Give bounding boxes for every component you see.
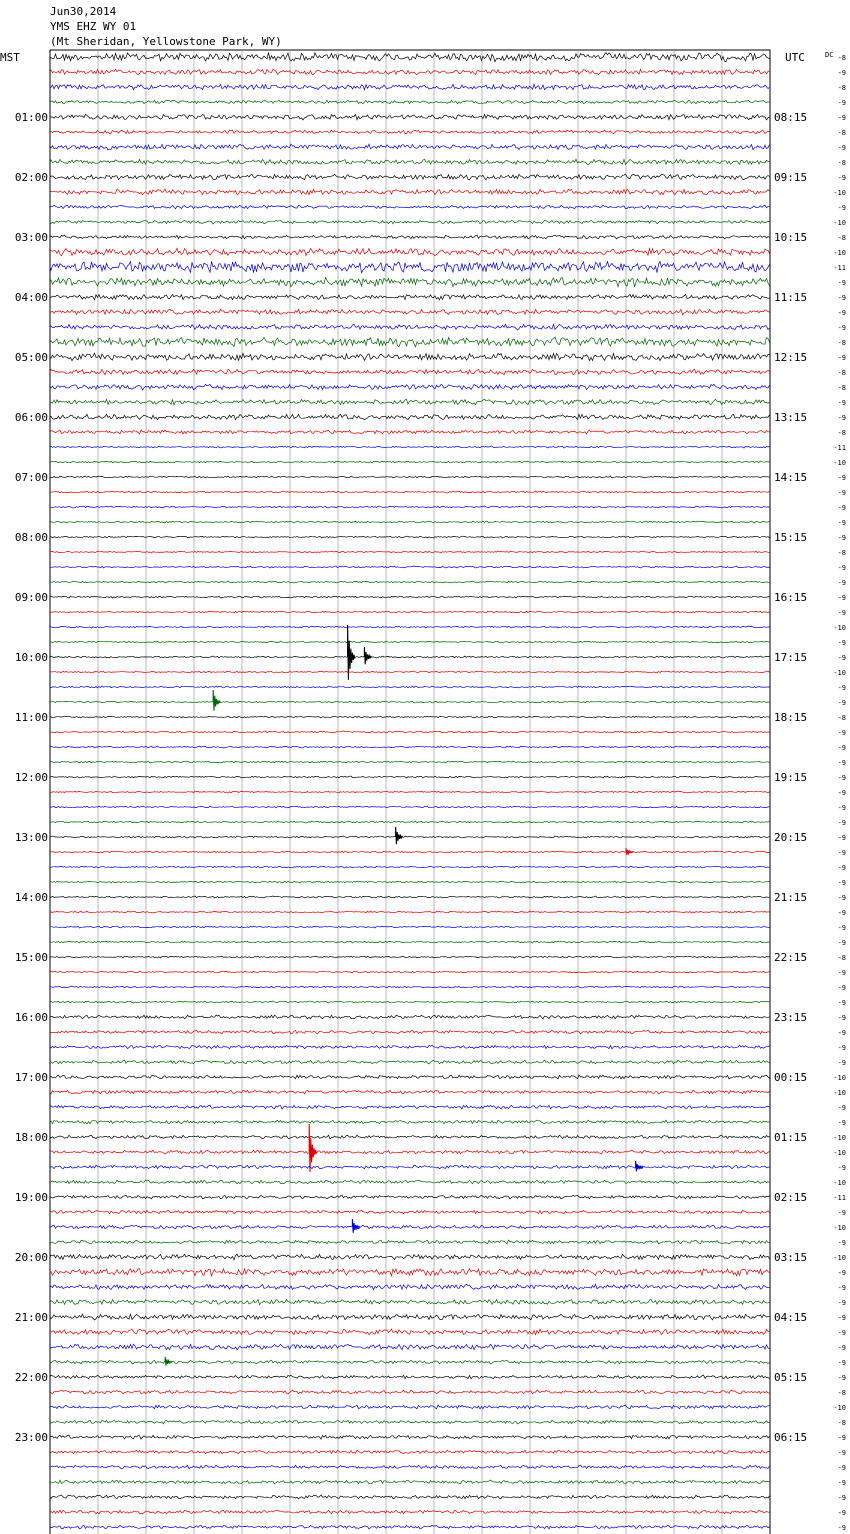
seismic-trace bbox=[50, 1450, 770, 1454]
seismic-event bbox=[636, 1161, 643, 1171]
dc-offset-label: -10 bbox=[833, 1254, 846, 1262]
dc-offset-label: -9 bbox=[837, 504, 846, 512]
plot-date: Jun30,2014 bbox=[50, 5, 117, 18]
dc-offset-label: -11 bbox=[833, 444, 846, 452]
seismic-trace bbox=[50, 461, 770, 463]
dc-offset-label: -9 bbox=[837, 849, 846, 857]
dc-offset-label: -8 bbox=[837, 429, 846, 437]
seismic-event bbox=[364, 647, 371, 664]
dc-column-label: DC bbox=[825, 51, 834, 59]
seismic-trace bbox=[50, 1525, 770, 1529]
seismic-trace bbox=[50, 1120, 770, 1124]
dc-offset-label: -9 bbox=[837, 1464, 846, 1472]
dc-offset-label: -9 bbox=[837, 1449, 846, 1457]
dc-offset-label: -8 bbox=[837, 339, 846, 347]
dc-offset-label: -9 bbox=[837, 144, 846, 152]
seismic-trace bbox=[50, 1299, 770, 1304]
seismic-trace bbox=[50, 671, 770, 673]
dc-offset-label: -10 bbox=[833, 219, 846, 227]
dc-offset-label: -8 bbox=[837, 54, 846, 62]
seismic-trace bbox=[50, 414, 770, 420]
mst-hour-label: 14:00 bbox=[14, 891, 48, 904]
utc-hour-label: 04:15 bbox=[774, 1311, 808, 1324]
seismic-event bbox=[352, 1219, 359, 1233]
utc-hour-label: 02:15 bbox=[774, 1191, 808, 1204]
seismic-trace bbox=[50, 1465, 770, 1469]
mst-hour-label: 20:00 bbox=[14, 1251, 48, 1264]
mst-hour-label: 07:00 bbox=[14, 471, 48, 484]
seismic-trace bbox=[50, 881, 770, 883]
dc-offset-label: -9 bbox=[837, 969, 846, 977]
seismic-trace bbox=[50, 656, 770, 658]
seismic-trace bbox=[50, 836, 770, 838]
seismic-trace bbox=[50, 1405, 770, 1409]
seismic-trace bbox=[50, 521, 770, 523]
seismic-trace bbox=[50, 1390, 770, 1394]
seismic-trace bbox=[50, 189, 770, 195]
mst-hour-label: 10:00 bbox=[14, 651, 48, 664]
seismic-trace bbox=[50, 776, 770, 778]
seismic-trace bbox=[50, 791, 770, 793]
seismic-trace bbox=[50, 1495, 770, 1499]
mst-hour-label: 16:00 bbox=[14, 1011, 48, 1024]
seismic-trace bbox=[50, 641, 770, 643]
dc-offset-label: -9 bbox=[837, 1014, 846, 1022]
utc-hour-label: 09:15 bbox=[774, 171, 808, 184]
dc-offset-label: -9 bbox=[837, 909, 846, 917]
seismic-trace bbox=[50, 144, 770, 150]
utc-hour-label: 21:15 bbox=[774, 891, 808, 904]
dc-offset-label: -9 bbox=[837, 699, 846, 707]
seismic-trace bbox=[50, 1375, 770, 1379]
mst-hour-label: 08:00 bbox=[14, 531, 48, 544]
dc-offset-label: -9 bbox=[837, 1104, 846, 1112]
seismic-trace bbox=[50, 130, 770, 134]
dc-offset-label: -9 bbox=[837, 1359, 846, 1367]
dc-offset-label: -9 bbox=[837, 474, 846, 482]
dc-offset-label: -11 bbox=[833, 1194, 846, 1202]
mst-hour-label: 22:00 bbox=[14, 1371, 48, 1384]
dc-offset-label: -9 bbox=[837, 414, 846, 422]
seismic-trace bbox=[50, 53, 770, 62]
seismic-trace bbox=[50, 821, 770, 823]
seismic-trace bbox=[50, 851, 770, 853]
dc-offset-label: -9 bbox=[837, 114, 846, 122]
seismic-trace bbox=[50, 1314, 770, 1320]
dc-offset-label: -9 bbox=[837, 609, 846, 617]
dc-offset-label: -10 bbox=[833, 189, 846, 197]
seismic-trace bbox=[50, 1165, 770, 1169]
utc-hour-label: 15:15 bbox=[774, 531, 808, 544]
seismic-trace bbox=[50, 1195, 770, 1199]
seismic-trace bbox=[50, 1284, 770, 1290]
seismic-trace bbox=[50, 235, 770, 239]
dc-offset-label: -9 bbox=[837, 744, 846, 752]
seismic-event bbox=[165, 1357, 172, 1366]
dc-offset-label: -9 bbox=[837, 879, 846, 887]
utc-hour-label: 12:15 bbox=[774, 351, 808, 364]
seismic-trace bbox=[50, 1210, 770, 1214]
seismic-trace bbox=[50, 278, 770, 287]
dc-offset-label: -9 bbox=[837, 654, 846, 662]
dc-offset-label: -9 bbox=[837, 939, 846, 947]
utc-hour-label: 23:15 bbox=[774, 1011, 808, 1024]
seismic-trace bbox=[50, 1269, 770, 1276]
seismic-trace bbox=[50, 866, 770, 868]
seismic-trace bbox=[50, 220, 770, 224]
seismic-event bbox=[309, 1124, 316, 1172]
seismic-event bbox=[213, 690, 220, 711]
dc-offset-label: -9 bbox=[837, 579, 846, 587]
seismic-trace bbox=[50, 1254, 770, 1260]
dc-offset-label: -9 bbox=[837, 399, 846, 407]
dc-offset-label: -9 bbox=[837, 354, 846, 362]
dc-offset-label: -10 bbox=[833, 1134, 846, 1142]
dc-offset-label: -8 bbox=[837, 129, 846, 137]
seismic-trace bbox=[50, 911, 770, 913]
dc-offset-label: -8 bbox=[837, 1389, 846, 1397]
seismic-trace bbox=[50, 926, 770, 928]
seismic-trace bbox=[50, 159, 770, 165]
seismic-trace bbox=[50, 1480, 770, 1484]
seismic-trace bbox=[50, 384, 770, 390]
mst-hour-label: 12:00 bbox=[14, 771, 48, 784]
dc-offset-label: -9 bbox=[837, 1524, 846, 1532]
seismic-trace bbox=[50, 716, 770, 718]
mst-hour-label: 06:00 bbox=[14, 411, 48, 424]
dc-offset-label: -9 bbox=[837, 1119, 846, 1127]
utc-hour-label: 14:15 bbox=[774, 471, 808, 484]
dc-offset-label: -9 bbox=[837, 69, 846, 77]
seismic-trace bbox=[50, 1105, 770, 1109]
seismic-trace bbox=[50, 746, 770, 748]
mst-hour-label: 09:00 bbox=[14, 591, 48, 604]
mst-hour-label: 21:00 bbox=[14, 1311, 48, 1324]
dc-offset-label: -8 bbox=[837, 234, 846, 242]
utc-hour-label: 08:15 bbox=[774, 111, 808, 124]
mst-hour-label: 19:00 bbox=[14, 1191, 48, 1204]
seismic-trace bbox=[50, 596, 770, 598]
dc-offset-label: -9 bbox=[837, 1374, 846, 1382]
dc-offset-label: -9 bbox=[837, 639, 846, 647]
dc-offset-label: -9 bbox=[837, 1164, 846, 1172]
seismic-trace bbox=[50, 731, 770, 733]
utc-hour-label: 22:15 bbox=[774, 951, 808, 964]
dc-offset-label: -9 bbox=[837, 1239, 846, 1247]
dc-offset-label: -10 bbox=[833, 459, 846, 467]
seismic-trace bbox=[50, 1225, 770, 1229]
dc-offset-label: -9 bbox=[837, 1284, 846, 1292]
dc-offset-label: -9 bbox=[837, 564, 846, 572]
dc-offset-label: -8 bbox=[837, 714, 846, 722]
seismic-trace bbox=[50, 1135, 770, 1139]
seismic-trace bbox=[50, 1344, 770, 1350]
seismic-trace bbox=[50, 581, 770, 583]
dc-offset-label: -9 bbox=[837, 864, 846, 872]
dc-offset-label: -10 bbox=[833, 1179, 846, 1187]
mst-hour-label: 11:00 bbox=[14, 711, 48, 724]
seismic-trace bbox=[50, 1180, 770, 1184]
dc-offset-label: -9 bbox=[837, 894, 846, 902]
dc-offset-label: -9 bbox=[837, 1344, 846, 1352]
seismic-trace bbox=[50, 324, 770, 330]
mst-hour-label: 02:00 bbox=[14, 171, 48, 184]
seismic-trace bbox=[50, 114, 770, 120]
seismic-event bbox=[396, 827, 403, 844]
mst-hour-label: 18:00 bbox=[14, 1131, 48, 1144]
dc-offset-label: -9 bbox=[837, 834, 846, 842]
utc-hour-label: 13:15 bbox=[774, 411, 808, 424]
seismic-trace bbox=[50, 941, 770, 943]
dc-offset-label: -10 bbox=[833, 249, 846, 257]
mst-hour-label: 15:00 bbox=[14, 951, 48, 964]
seismic-trace bbox=[50, 100, 770, 104]
utc-axis-label: UTC bbox=[785, 51, 805, 64]
dc-offset-label: -9 bbox=[837, 1509, 846, 1517]
dc-offset-label: -9 bbox=[837, 924, 846, 932]
dc-offset-label: -8 bbox=[837, 384, 846, 392]
seismic-trace bbox=[50, 1015, 770, 1019]
dc-offset-label: -9 bbox=[837, 294, 846, 302]
seismic-trace bbox=[50, 701, 770, 703]
utc-hour-label: 11:15 bbox=[774, 291, 808, 304]
seismic-trace bbox=[50, 491, 770, 493]
station-code: YMS EHZ WY 01 bbox=[50, 20, 137, 33]
utc-hour-label: 01:15 bbox=[774, 1131, 808, 1144]
dc-offset-label: -9 bbox=[837, 1269, 846, 1277]
mst-hour-label: 03:00 bbox=[14, 231, 48, 244]
dc-offset-label: -10 bbox=[833, 1074, 846, 1082]
utc-hour-label: 05:15 bbox=[774, 1371, 808, 1384]
seismic-trace bbox=[50, 261, 770, 272]
dc-offset-label: -10 bbox=[833, 1089, 846, 1097]
dc-offset-label: -9 bbox=[837, 204, 846, 212]
mst-hour-label: 17:00 bbox=[14, 1071, 48, 1084]
dc-offset-label: -10 bbox=[833, 1149, 846, 1157]
dc-offset-label: -9 bbox=[837, 1479, 846, 1487]
utc-hour-label: 00:15 bbox=[774, 1071, 808, 1084]
seismic-trace bbox=[50, 986, 770, 988]
dc-offset-label: -9 bbox=[837, 804, 846, 812]
seismic-trace bbox=[50, 353, 770, 361]
seismic-trace bbox=[50, 430, 770, 434]
dc-offset-label: -9 bbox=[837, 1434, 846, 1442]
seismic-trace bbox=[50, 337, 770, 347]
seismic-trace bbox=[50, 686, 770, 688]
mst-hour-label: 23:00 bbox=[14, 1431, 48, 1444]
seismic-trace bbox=[50, 1240, 770, 1244]
utc-hour-label: 17:15 bbox=[774, 651, 808, 664]
dc-offset-label: -10 bbox=[833, 669, 846, 677]
dc-offset-label: -9 bbox=[837, 729, 846, 737]
mst-hour-label: 13:00 bbox=[14, 831, 48, 844]
dc-offset-label: -11 bbox=[833, 264, 846, 272]
seismic-trace bbox=[50, 248, 770, 255]
seismic-trace bbox=[50, 806, 770, 808]
dc-offset-label: -9 bbox=[837, 1059, 846, 1067]
dc-offset-label: -9 bbox=[837, 999, 846, 1007]
dc-offset-label: -9 bbox=[837, 1209, 846, 1217]
seismic-trace bbox=[50, 369, 770, 375]
dc-offset-label: -9 bbox=[837, 174, 846, 182]
dc-offset-label: -8 bbox=[837, 954, 846, 962]
seismic-trace bbox=[50, 551, 770, 553]
dc-offset-label: -9 bbox=[837, 594, 846, 602]
seismic-trace bbox=[50, 309, 770, 315]
seismic-trace bbox=[50, 1150, 770, 1154]
utc-hour-label: 19:15 bbox=[774, 771, 808, 784]
dc-offset-label: -10 bbox=[833, 624, 846, 632]
seismic-trace bbox=[50, 174, 770, 180]
seismic-trace bbox=[50, 566, 770, 568]
mst-hour-label: 04:00 bbox=[14, 291, 48, 304]
dc-offset-label: -9 bbox=[837, 684, 846, 692]
dc-offset-label: -8 bbox=[837, 549, 846, 557]
mst-hour-label: 05:00 bbox=[14, 351, 48, 364]
dc-offset-label: -10 bbox=[833, 1224, 846, 1232]
seismic-trace bbox=[50, 1435, 770, 1439]
seismic-event bbox=[626, 848, 633, 855]
seismic-trace bbox=[50, 1030, 770, 1034]
utc-hour-label: 03:15 bbox=[774, 1251, 808, 1264]
dc-offset-label: -9 bbox=[837, 1044, 846, 1052]
seismic-trace bbox=[50, 446, 770, 448]
dc-offset-label: -9 bbox=[837, 1029, 846, 1037]
seismic-trace bbox=[50, 1420, 770, 1424]
seismic-trace bbox=[50, 1060, 770, 1064]
dc-offset-label: -9 bbox=[837, 1329, 846, 1337]
dc-offset-label: -9 bbox=[837, 759, 846, 767]
utc-hour-label: 20:15 bbox=[774, 831, 808, 844]
dc-offset-label: -9 bbox=[837, 489, 846, 497]
seismic-trace bbox=[50, 1090, 770, 1094]
dc-offset-label: -9 bbox=[837, 309, 846, 317]
utc-hour-label: 16:15 bbox=[774, 591, 808, 604]
dc-offset-label: -9 bbox=[837, 1314, 846, 1322]
dc-offset-label: -8 bbox=[837, 159, 846, 167]
station-location: (Mt Sheridan, Yellowstone Park, WY) bbox=[50, 35, 282, 48]
dc-offset-label: -8 bbox=[837, 84, 846, 92]
dc-offset-label: -8 bbox=[837, 369, 846, 377]
seismic-trace bbox=[50, 1329, 770, 1335]
utc-hour-label: 10:15 bbox=[774, 231, 808, 244]
seismic-trace bbox=[50, 611, 770, 613]
seismic-trace bbox=[50, 506, 770, 508]
seismic-trace bbox=[50, 205, 770, 209]
dc-offset-label: -9 bbox=[837, 99, 846, 107]
seismic-trace bbox=[50, 69, 770, 74]
mst-axis-label: MST bbox=[0, 51, 20, 64]
seismic-trace bbox=[50, 399, 770, 405]
dc-offset-label: -9 bbox=[837, 1494, 846, 1502]
seismic-trace bbox=[50, 536, 770, 538]
dc-offset-label: -9 bbox=[837, 519, 846, 527]
seismic-trace bbox=[50, 896, 770, 898]
seismic-trace bbox=[50, 626, 770, 628]
seismic-trace bbox=[50, 971, 770, 973]
seismic-trace bbox=[50, 1045, 770, 1049]
seismic-trace bbox=[50, 1360, 770, 1364]
dc-offset-label: -9 bbox=[837, 1299, 846, 1307]
dc-offset-label: -9 bbox=[837, 324, 846, 332]
dc-offset-label: -9 bbox=[837, 774, 846, 782]
dc-offset-label: -10 bbox=[833, 1404, 846, 1412]
seismic-trace bbox=[50, 84, 770, 89]
seismic-trace bbox=[50, 1510, 770, 1514]
dc-offset-label: -9 bbox=[837, 789, 846, 797]
utc-hour-label: 06:15 bbox=[774, 1431, 808, 1444]
seismic-trace bbox=[50, 476, 770, 478]
dc-offset-label: -9 bbox=[837, 534, 846, 542]
seismic-trace bbox=[50, 956, 770, 958]
utc-hour-label: 18:15 bbox=[774, 711, 808, 724]
dc-offset-label: -9 bbox=[837, 819, 846, 827]
dc-offset-label: -9 bbox=[837, 279, 846, 287]
seismic-trace bbox=[50, 761, 770, 763]
seismic-trace bbox=[50, 1001, 770, 1003]
mst-hour-label: 01:00 bbox=[14, 111, 48, 124]
dc-offset-label: -9 bbox=[837, 984, 846, 992]
seismic-trace bbox=[50, 294, 770, 300]
seismic-trace bbox=[50, 1075, 770, 1079]
dc-offset-label: -8 bbox=[837, 1419, 846, 1427]
